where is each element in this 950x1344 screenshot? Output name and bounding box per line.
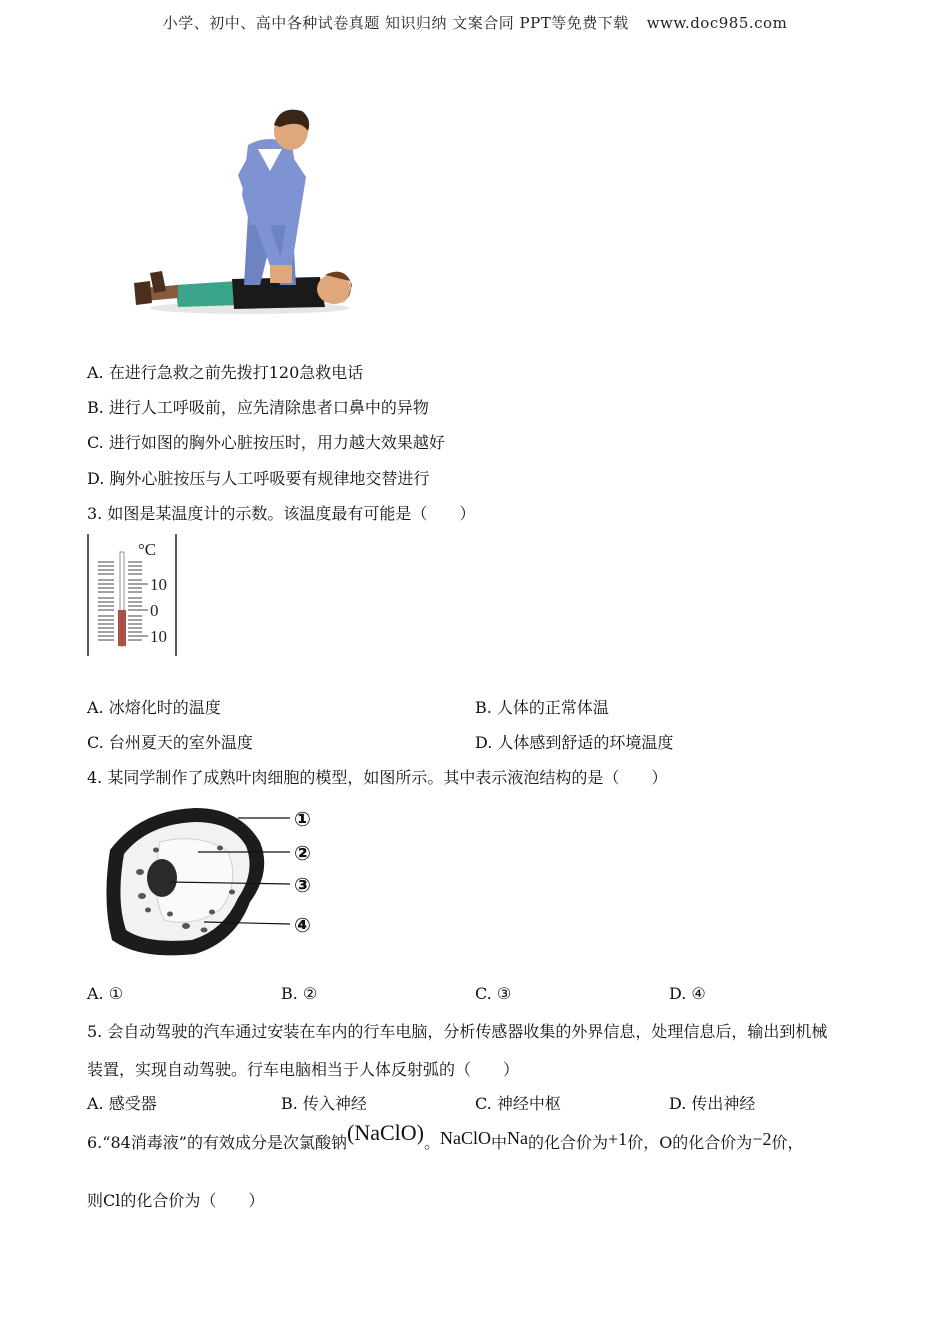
q6-formula-na: Na	[507, 1128, 529, 1148]
cpr-illustration	[120, 105, 360, 320]
q2-option-b: B. 进行人工呼吸前，应先清除患者口鼻中的异物	[87, 398, 429, 417]
q6-text-6: 价，	[771, 1133, 804, 1152]
thermometer-label-bottom: 10	[150, 627, 167, 646]
q4-option-b: B. ②	[281, 984, 318, 1003]
q4-option-a: A. ①	[87, 984, 124, 1003]
q5-option-d: D. 传出神经	[669, 1094, 756, 1113]
q3-option-c: C. 台州夏天的室外温度	[87, 733, 253, 752]
q6-text-3: 中	[491, 1133, 508, 1152]
q6-text-4: 的化合价为	[528, 1133, 609, 1152]
q6-formula-naclo: NaClO	[440, 1128, 491, 1148]
q5-option-c: C. 神经中枢	[475, 1094, 561, 1113]
q4-stem: 4. 某同学制作了成熟叶肉细胞的模型，如图所示。其中表示液泡结构的是（ ）	[87, 768, 668, 787]
q3-option-d: D. 人体感到舒适的环境温度	[475, 733, 674, 752]
q5-stem-line2: 装置，实现自动驾驶。行车电脑相当于人体反射弧的（ ）	[87, 1060, 520, 1079]
q3-option-a: A. 冰熔化时的温度	[87, 698, 221, 717]
q5-option-b: B. 传入神经	[281, 1094, 367, 1113]
q6-stem-line1	[87, 1120, 804, 1154]
cell-label-4: ④	[294, 913, 311, 937]
q3-stem: 3. 如图是某温度计的示数。该温度最有可能是（ ）	[87, 504, 476, 523]
thermometer-figure	[84, 532, 184, 658]
q2-option-a: A. 在进行急救之前先拨打120急救电话	[87, 363, 364, 382]
thermometer-label-zero: 0	[150, 601, 159, 620]
q4-option-d: D. ④	[669, 984, 706, 1003]
cell-label-1: ①	[294, 807, 311, 831]
q6-text-5: 价，O的化合价为	[627, 1133, 753, 1152]
page-header	[0, 12, 950, 33]
cell-label-2: ②	[294, 841, 311, 865]
q6-text-2: 。	[423, 1133, 440, 1152]
cell-label-3: ③	[294, 873, 311, 897]
q3-option-b: B. 人体的正常体温	[475, 698, 609, 717]
header-text: 小学、初中、高中各种试卷真题 知识归纳 文案合同 PPT等免费下载	[162, 14, 629, 32]
q6-value-plus1: +1	[608, 1129, 628, 1149]
thermometer-label-top: 10	[150, 575, 167, 594]
thermometer-liquid	[118, 610, 126, 646]
q6-value-minus2: −2	[752, 1129, 772, 1149]
q6-text-1: 6.“84消毒液”的有效成分是次氯酸钠	[87, 1133, 347, 1152]
q5-option-a: A. 感受器	[87, 1094, 157, 1113]
q2-option-d: D. 胸外心脏按压与人工呼吸要有规律地交替进行	[87, 469, 430, 488]
q6-stem-line2: 则Cl的化合价为（ ）	[87, 1191, 265, 1210]
q2-option-c: C. 进行如图的胸外心脏按压时，用力越大效果越好	[87, 433, 445, 452]
header-site: www.doc985.com	[646, 14, 788, 32]
q6-formula-naclo-paren: (NaClO)	[347, 1120, 424, 1145]
leaf-cell-model	[100, 802, 330, 962]
q4-option-c: C. ③	[475, 984, 512, 1003]
thermometer-unit: °C	[138, 540, 157, 559]
q5-stem-line1: 5. 会自动驾驶的汽车通过安装在车内的行车电脑，分析传感器收集的外界信息，处理信息后，输出到机械	[87, 1022, 828, 1041]
